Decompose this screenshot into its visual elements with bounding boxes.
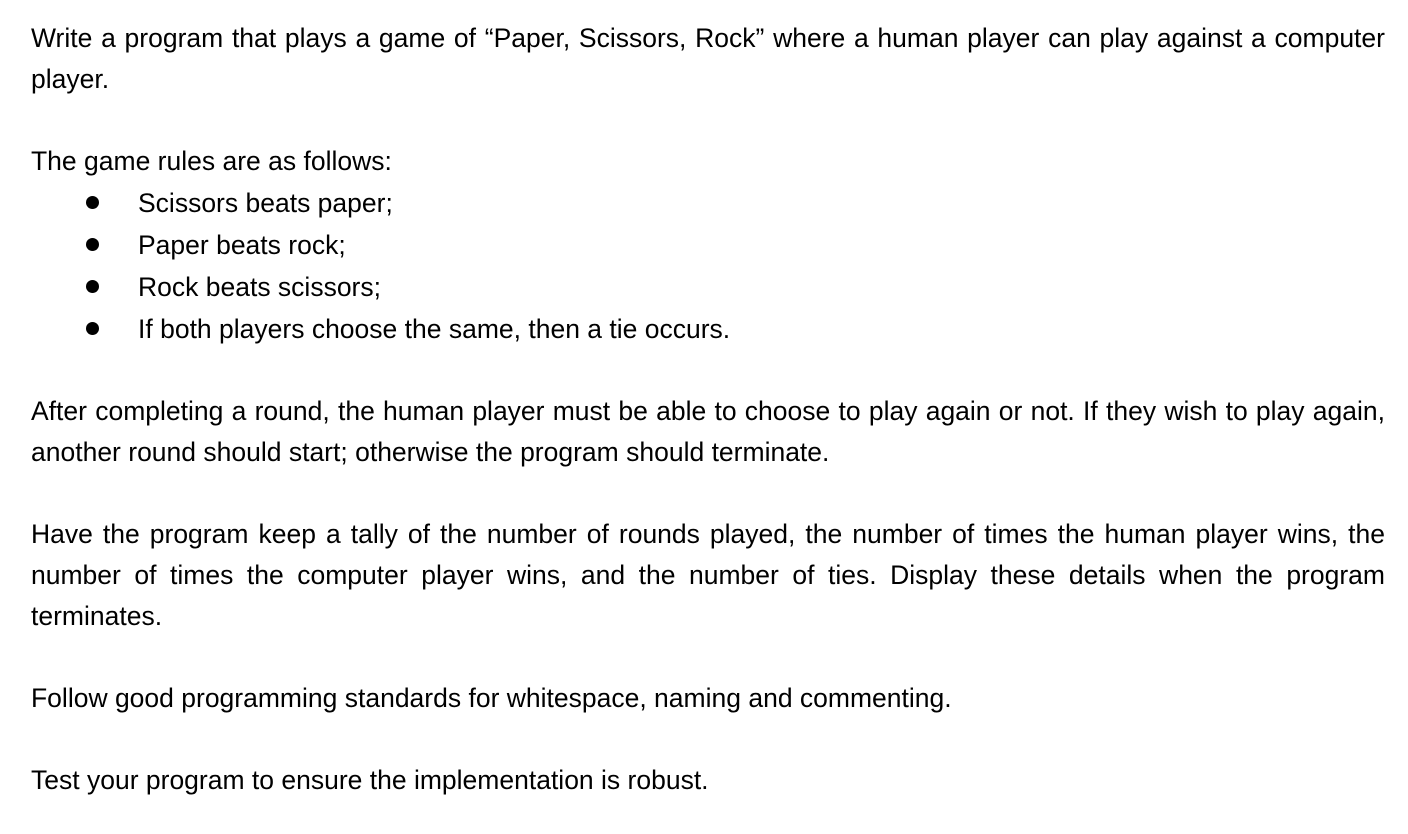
rules-list: [31, 182, 1385, 350]
standards-paragraph: Follow good programming standards for whitespace, naming and commenting.: [31, 683, 952, 713]
rule-item: [31, 266, 1385, 308]
assignment-document: [31, 18, 1385, 801]
rule-text: Rock beats scissors;: [138, 272, 381, 302]
replay-paragraph: After completing a round, the human player must be able to choose to play again or not. If they wish to play again, another round should start; otherwise the program should terminate.: [31, 396, 1385, 467]
rule-text: Paper beats rock;: [138, 230, 346, 260]
intro-paragraph: Write a program that plays a game of “Paper, Scissors, Rock” where a human player can play against a computer player.: [31, 23, 1385, 94]
rules-heading: The game rules are as follows:: [31, 146, 392, 176]
rule-item: [31, 224, 1385, 266]
bullet-icon: [86, 238, 99, 251]
bullet-icon: [86, 322, 99, 335]
tally-paragraph: Have the program keep a tally of the number of rounds played, the number of times the human player wins, the number of times the computer player wins, and the number of ties. Display these details when the program terminates.: [31, 519, 1385, 631]
bullet-icon: [86, 280, 99, 293]
bullet-icon: [86, 196, 99, 209]
rule-text: Scissors beats paper;: [138, 188, 393, 218]
rule-item: [31, 182, 1385, 224]
rule-item: [31, 308, 1385, 350]
testing-paragraph: Test your program to ensure the implementation is robust.: [31, 765, 709, 795]
rule-text: If both players choose the same, then a tie occurs.: [138, 314, 731, 344]
